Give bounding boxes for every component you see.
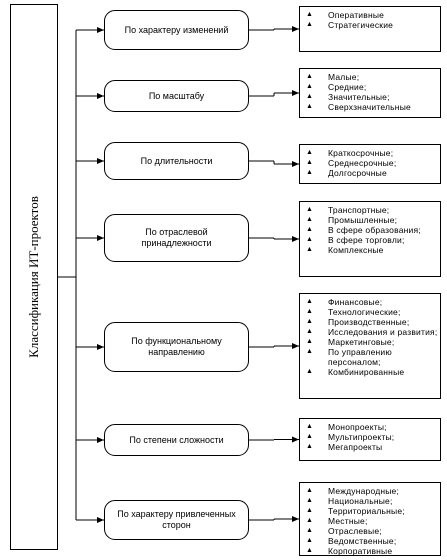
list-item: ▲ Стратегические — [306, 20, 394, 30]
subtype-list — [299, 201, 441, 277]
list-item: ▲ Ведомственные; — [306, 536, 397, 546]
arrowhead-icon — [97, 437, 104, 443]
subtype-list — [299, 144, 441, 184]
list-item: ▲ Исследования и развития; — [306, 327, 438, 337]
list-item: ▲ Монопроекты; — [306, 422, 387, 432]
subtype-list — [299, 293, 441, 399]
category-label: По характеру привлеченных сторон — [117, 509, 236, 530]
category-label: По функциональному направлению — [131, 336, 222, 357]
list-item: ▲ Значительные; — [306, 92, 390, 102]
triangle-bullet-icon: ▲ — [306, 497, 314, 504]
arrowhead-icon — [97, 517, 104, 523]
triangle-bullet-icon: ▲ — [306, 338, 314, 345]
triangle-bullet-icon: ▲ — [306, 537, 314, 544]
list-item: ▲ Технологические; — [306, 307, 401, 317]
triangle-bullet-icon: ▲ — [306, 93, 314, 100]
list-item: ▲ Малые; — [306, 72, 360, 82]
list-item: ▲ Среднесрочные; — [306, 158, 397, 168]
triangle-bullet-icon: ▲ — [306, 159, 314, 166]
triangle-bullet-icon: ▲ — [306, 83, 314, 90]
subtype-list — [299, 418, 441, 461]
category-node — [104, 424, 249, 456]
triangle-bullet-icon: ▲ — [306, 423, 314, 430]
list-item: ▲ Местные; — [306, 516, 368, 526]
arrowhead-icon — [292, 343, 299, 349]
triangle-bullet-icon: ▲ — [306, 368, 314, 375]
list-item: ▲ В сфере образования; — [306, 225, 421, 235]
triangle-bullet-icon: ▲ — [306, 149, 314, 156]
triangle-bullet-icon: ▲ — [306, 328, 314, 335]
triangle-bullet-icon: ▲ — [306, 487, 314, 494]
arrowhead-icon — [292, 437, 299, 443]
subtype-list — [299, 482, 441, 556]
list-item: ▲ Мультипроекты; — [306, 432, 395, 442]
triangle-bullet-icon: ▲ — [306, 103, 314, 110]
subtype-list — [299, 6, 441, 52]
category-label: По длительности — [140, 155, 213, 166]
list-item: ▲ Маркетинговые; — [306, 337, 395, 347]
arrowhead-icon — [292, 26, 299, 32]
triangle-bullet-icon: ▲ — [306, 206, 314, 213]
list-item: ▲ Мегапроекты — [306, 442, 383, 452]
list-item: ▲ Финансовые; — [306, 297, 383, 307]
category-label: По степени сложности — [129, 434, 224, 445]
list-item: ▲ Транспортные; — [306, 205, 390, 215]
arrowhead-icon — [292, 516, 299, 522]
triangle-bullet-icon: ▲ — [306, 21, 314, 28]
triangle-bullet-icon: ▲ — [306, 298, 314, 305]
triangle-bullet-icon: ▲ — [306, 236, 314, 243]
list-item: ▲ Комбинированные — [306, 367, 405, 377]
category-node — [104, 80, 249, 112]
list-item: ▲ Международные; — [306, 486, 400, 496]
category-label: По характеру изменений — [124, 24, 229, 35]
triangle-bullet-icon: ▲ — [306, 507, 314, 514]
arrowhead-icon — [97, 93, 104, 99]
arrowhead-icon — [97, 158, 104, 164]
list-item: ▲ Промышленные; — [306, 215, 398, 225]
arrowhead-icon — [97, 235, 104, 241]
triangle-bullet-icon: ▲ — [306, 517, 314, 524]
subtype-list — [299, 68, 441, 118]
list-item: ▲ Территориальные; — [306, 506, 405, 516]
category-node — [104, 10, 249, 50]
triangle-bullet-icon: ▲ — [306, 226, 314, 233]
arrowhead-icon — [292, 161, 299, 167]
list-item: ▲ Национальные; — [306, 496, 393, 506]
category-node — [104, 214, 249, 262]
triangle-bullet-icon: ▲ — [306, 169, 314, 176]
triangle-bullet-icon: ▲ — [306, 433, 314, 440]
triangle-bullet-icon: ▲ — [306, 348, 314, 355]
list-item: ▲ По управлению персоналом; — [306, 347, 392, 367]
category-node — [104, 142, 249, 180]
list-item: ▲ Краткосрочные; — [306, 148, 394, 158]
category-label: По масштабу — [148, 90, 205, 101]
triangle-bullet-icon: ▲ — [306, 547, 314, 554]
list-item: ▲ Производственные; — [306, 317, 410, 327]
category-node — [104, 322, 249, 372]
list-item: ▲ Корпоративные — [306, 546, 393, 556]
triangle-bullet-icon: ▲ — [306, 318, 314, 325]
category-node — [104, 500, 249, 540]
triangle-bullet-icon: ▲ — [306, 216, 314, 223]
list-item: ▲ Средние; — [306, 82, 367, 92]
list-item: ▲ Отраслевые; — [306, 526, 382, 536]
arrowhead-icon — [97, 27, 104, 33]
triangle-bullet-icon: ▲ — [306, 527, 314, 534]
list-item: ▲ В сфере торговли; — [306, 235, 405, 245]
arrowhead-icon — [292, 236, 299, 242]
arrowhead-icon — [292, 90, 299, 96]
list-item: ▲ Сверхзначительные — [306, 102, 411, 112]
triangle-bullet-icon: ▲ — [306, 443, 314, 450]
list-item: ▲ Комплексные — [306, 245, 384, 255]
category-label: По отраслевой принадлежности — [141, 227, 212, 248]
triangle-bullet-icon: ▲ — [306, 246, 314, 253]
arrowhead-icon — [97, 344, 104, 350]
triangle-bullet-icon: ▲ — [306, 73, 314, 80]
triangle-bullet-icon: ▲ — [306, 11, 314, 18]
list-item: ▲ Оперативные — [306, 10, 385, 20]
triangle-bullet-icon: ▲ — [306, 308, 314, 315]
list-item: ▲ Долгосрочные — [306, 168, 387, 178]
root-node — [10, 4, 58, 550]
root-label: Классификация ИТ-проектов — [26, 196, 41, 358]
